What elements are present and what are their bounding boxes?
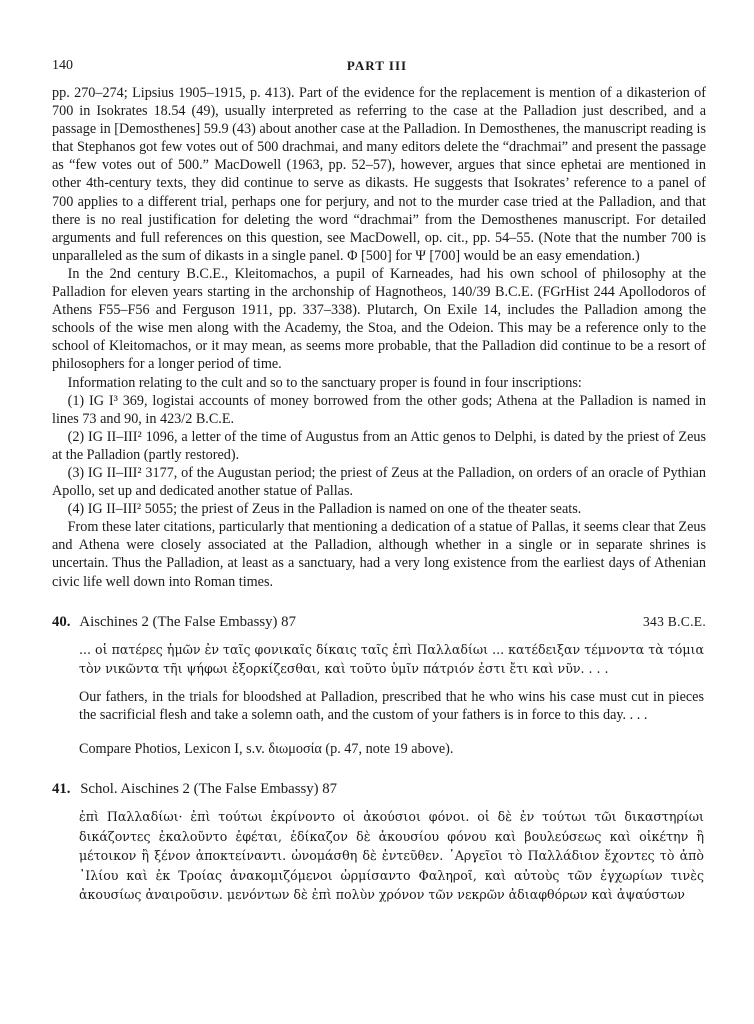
greek-text: ... οἱ πατέρες ἡμῶν ἐν ταῖς φονικαῖς δίκαις ταῖς ἐπὶ Παλλαδίωι ... κατέδειξαν τέμνοντα τὰ τόμια τὸν νικῶντα τῆι ψήφωι ἐξορκίζεσθαι, καὶ τοῦτο ὑμῖν πάτριόν ἐστι ἔτι καὶ νῦν. . . . [79,641,704,677]
entry-heading-41 [52,780,706,798]
paragraph: pp. 270–274; Lipsius 1905–1915, p. 413). Part of the evidence for the replacement is mention of a dikasterion of 700 in Isokrates 18.54 (49), usually interpreted as referring to the case at the Palladion just described, and a passage in [Demosthenes] 59.9 (43) about another case at the Palladion. In Demosthenes, the manuscript reading is that Stephanos got few votes out of 500 drachmai, and many editors delete the “drachmai” and present the passage as “few votes out of 500.” MacDowell (1963, pp. 52–57), however, argues that since ephetai are mentioned in other 4th-century texts, they did continue to serve as dikasts. He suggests that Isokrates’ reference to a panel of 700 applies to a different trial, perhaps one for perjury, and not to the murder case tried at the Palladion, and that there is no real justification for deleting the word “drachmai” from the Demosthenes manuscript. For detailed arguments and full references on this question, see MacDowell, op. cit., pp. 54–55. (Note that the number 700 is unparalleled as the sum of dikasts in a single panel. Φ [500] for Ψ [700] would be an easy emendation.) [52,85,706,264]
entry-number: 40. [52,613,71,630]
page-number: 140 [52,58,73,73]
greek-text: ἐπὶ Παλλαδίωι· ἐπὶ τούτωι ἐκρίνοντο οἱ ἀκούσιοι φόνοι. οἱ δὲ ἐν τούτωι τῶι δικαστηρίωι δικάζοντες ἐκαλοῦντο ἐφέται, ἐδίκαζον δὲ ἀκουσίου φόνου καὶ βουλεύσεως καὶ οἰκέτην ἢ μέτοικον ἢ ξένον ἀποκτείναντι. ὠνομάσθη δὲ ἐντεῦθεν. ᾿Αργεῖοι τὸ Παλλάδιον ἔχοντες τὸ ἀπὸ ᾿Ιλίου καὶ ἐκ Τροίας ἀνακομιζόμενοι ὡρμίσαντο Φαληροῖ, καὶ αὐτοὺς τῶν ἐγχωρίων τινὲς ἀκουσίως ἀναιροῦσιν. μενόντων δὲ ἐπὶ πολὺν χρόνον τῶν νεκρῶν ἀδιαφθόρων καὶ ἀψαύστων [79,809,704,903]
paragraph: From these later citations, particularly that mentioning a dedication of a statue of Pallas, it seems clear that Zeus and Athena were closely associated at the Palladion, although whether in a single or in separate shrines is uncertain. Thus the Palladion, at least as a sanctuary, had a very long existence from the earliest days of Athenian civic life well down into Roman times. [52,519,706,590]
entry-source: Schol. Aischines 2 (The False Embassy) 87 [80,781,338,797]
entry-source: Aischines 2 (The False Embassy) 87 [79,613,296,630]
entry-41-quote [79,807,704,905]
entry-40-quote [79,640,704,758]
entry-heading-40 [52,613,706,631]
inscription-item: (3) IG II–III² 3177, of the Augustan period; the priest of Zeus at the Palladion, on orders of an oracle of Pythian Apollo, set up and dedicated another statue of Pallas. [52,464,706,500]
entry-note: Compare Photios, Lexicon I, s.v. διωμοσία (p. 47, note 19 above). [79,740,454,757]
inscription-item: (1) IG I³ 369, logistai accounts of money borrowed from the other gods; Athena at the Palladion is named in lines 73 and 90, in 423/2 B.C.E. [52,392,706,427]
page-body [52,84,706,905]
paragraph: In the 2nd century B.C.E., Kleitomachos, a pupil of Karneades, had his own school of philosophy at the Palladion for eleven years starting in the archonship of Hagnotheos, 140/39 B.C.E. (FGrHist 244 Apollodoros of Athens F55–F56 and Ferguson 1911, pp. 337–338). Plutarch, On Exile 14, includes the Palladion among the schools of the wise men along with the Academy, the Stoa, and the Odeion. This may be a reference only to the school of Kleitomachos, or it may mean, as seems more probable, that the Palladion did continue to be a resort of philosophers for a longer period of time. [52,265,706,373]
paragraph: Information relating to the cult and so to the sanctuary proper is found in four inscriptions: [67,374,582,391]
entry-number: 41. [52,781,71,797]
translation-text: Our fathers, in the trials for bloodshed at Palladion, prescribed that he who wins his case must cut in pieces the sacrificial flesh and take a solemn oath, and the custom of your fathers is in force to this day. . . . [79,688,704,723]
part-title: PART III [346,58,408,73]
inscription-item: (4) IG II–III² 5055; the priest of Zeus in the Palladion is named on one of the theater seats. [67,501,582,518]
inscription-item: (2) IG II–III² 1096, a letter of the time of Augustus from an Attic genos to Delphi, is dated by the priest of Zeus at the Palladion (partly restored). [52,428,706,463]
entry-date: 343 B.C.E. [642,613,706,629]
running-head [52,58,702,78]
